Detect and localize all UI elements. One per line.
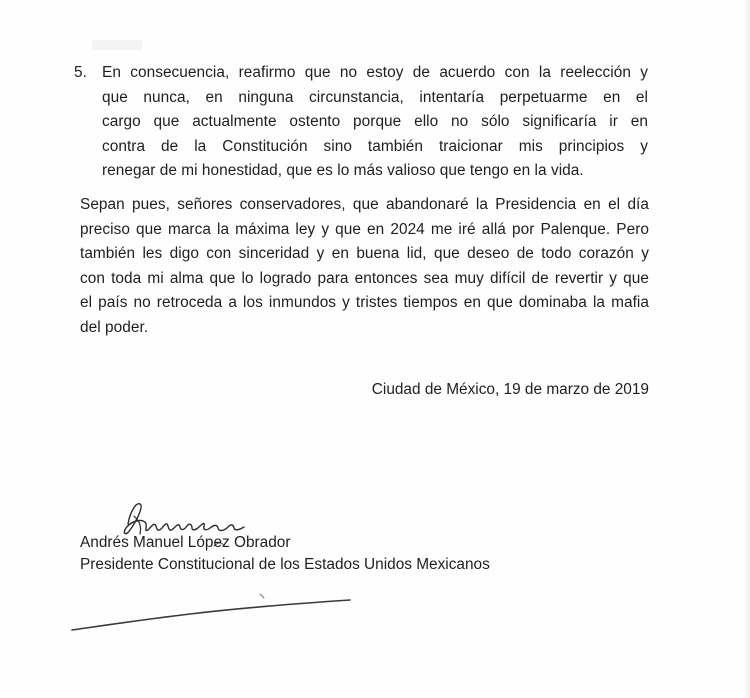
paragraph-line-4: con toda mi alma que lo logrado para entonces sea muy difícil de revertir y que [80, 269, 649, 287]
faint-header-mark [92, 40, 142, 50]
closing-paragraph [80, 193, 649, 341]
paragraph-line-6: del poder. [80, 318, 149, 336]
signer-title: Presidente Constitucional de los Estados Unidos Mexicanos [80, 556, 490, 573]
numbered-item-5 [74, 61, 648, 184]
date-line: Ciudad de México, 19 de marzo de 2019 [371, 381, 649, 398]
paragraph-line-5: el país no retroceda a los inmundos y tristes tiempos en que dominaba la mafia [80, 294, 649, 312]
item-5-line-1: En consecuencia, reafirmo que no estoy de acuerdo con la reelección y [102, 64, 648, 81]
paragraph-line-3: también les digo con sinceridad y en buena lid, que deseo de todo corazón y [80, 245, 649, 263]
signer-block [80, 532, 490, 576]
item-5-line-4: contra de la Constitución sino también traicionar mis principios y [102, 137, 648, 155]
page-edge-shadow [742, 0, 750, 698]
signature-underline-stroke [60, 590, 360, 640]
item-number: 5. [74, 64, 87, 81]
item-5-line-3: cargo que actualmente ostento porque ello no sólo significaría ir en [102, 113, 648, 131]
signer-name: Andrés Manuel López Obrador [80, 534, 291, 551]
paragraph-line-2: preciso que marca la máxima ley y que en 2024 me iré allá por Palenque. Pero [80, 220, 649, 238]
item-5-line-5: renegar de mi honestidad, que es lo más valioso que tengo en la vida. [102, 162, 584, 180]
item-5-line-2: que nunca, en ninguna circunstancia, intentaría perpetuarme en el [102, 88, 648, 106]
paragraph-line-1: Sepan pues, señores conservadores, que abandonaré la Presidencia en el día [80, 196, 649, 213]
